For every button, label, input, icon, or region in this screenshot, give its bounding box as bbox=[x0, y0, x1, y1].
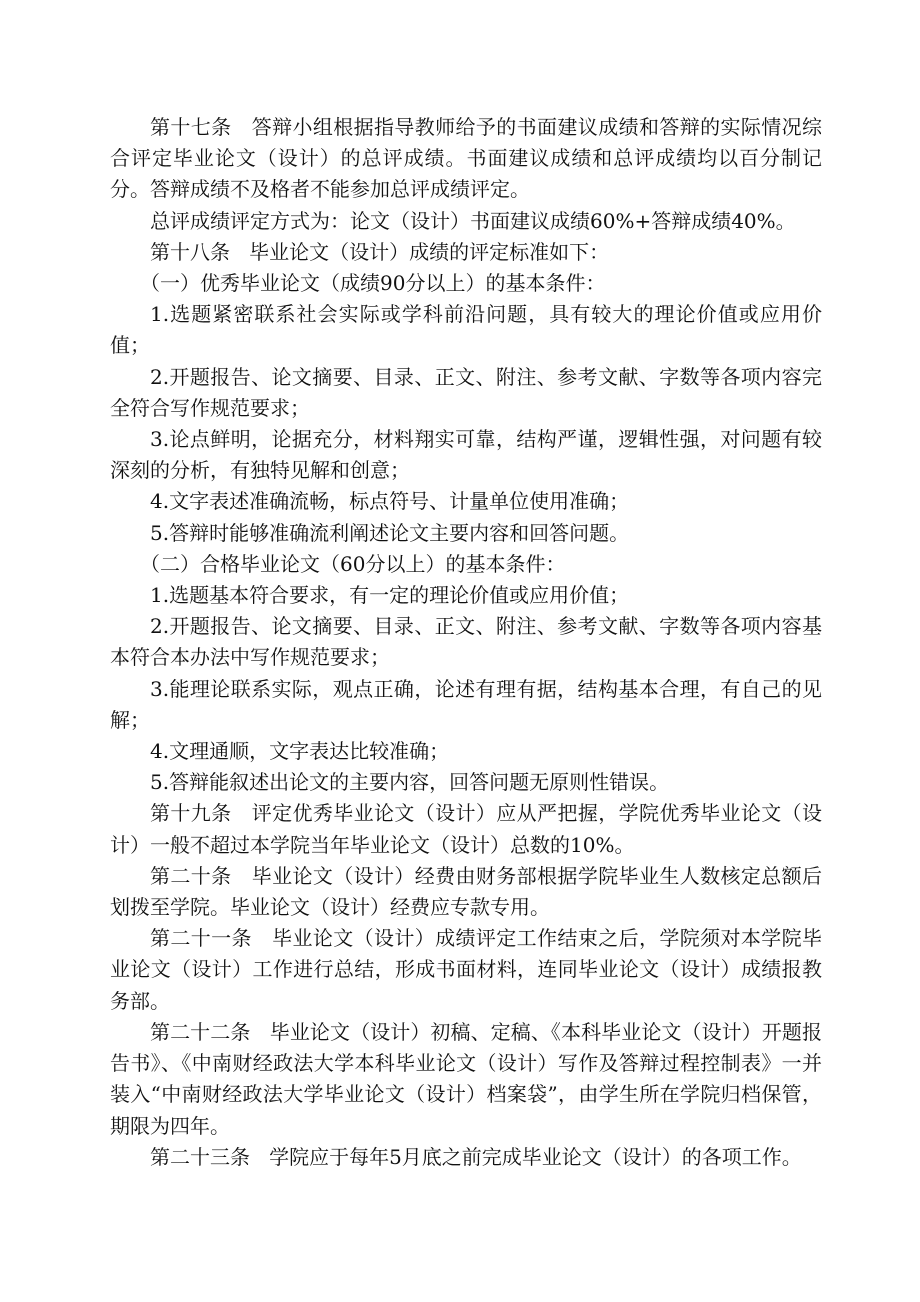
qualified-criterion-4: 4.文理通顺，文字表达比较准确； bbox=[150, 739, 450, 764]
excellent-criterion-3: 3.论点鲜明，论据充分，材料翔实可靠，结构严谨，逻辑性强，对问题有较深刻的分析，有独特见解和创意； bbox=[110, 427, 822, 483]
article-19-paragraph: 第十九条 评定优秀毕业论文（设计）应从严把握，学院优秀毕业论文（设计）一般不超过本学院当年毕业论文（设计）总数的10%。 bbox=[110, 801, 822, 857]
article-17-paragraph: 第十七条 答辩小组根据指导教师给予的书面建议成绩和答辩的实际情况综合评定毕业论文（设计）的总评成绩。书面建议成绩和总评成绩均以百分制记分。答辩成绩不及格者不能参加总评成绩评定。 bbox=[110, 115, 822, 202]
article-21-paragraph: 第二十一条 毕业论文（设计）成绩评定工作结束之后，学院须对本学院毕业论文（设计）工作进行总结，形成书面材料，连同毕业论文（设计）成绩报教务部。 bbox=[110, 926, 822, 1013]
qualified-thesis-heading: （二）合格毕业论文（60分以上）的基本条件： bbox=[140, 551, 566, 576]
excellent-criterion-5: 5.答辩时能够准确流利阐述论文主要内容和回答问题。 bbox=[150, 520, 630, 545]
excellent-criterion-4: 4.文字表述准确流畅，标点符号、计量单位使用准确； bbox=[150, 489, 630, 514]
qualified-criterion-1: 1.选题基本符合要求，有一定的理论价值或应用价值； bbox=[150, 583, 630, 608]
excellent-thesis-heading: （一）优秀毕业论文（成绩90分以上）的基本条件： bbox=[140, 271, 606, 296]
excellent-criterion-1: 1.选题紧密联系社会实际或学科前沿问题，具有较大的理论价值或应用价值； bbox=[110, 302, 822, 358]
score-formula-paragraph: 总评成绩评定方式为：论文（设计）书面建议成绩60%+答辩成绩40%。 bbox=[150, 208, 796, 233]
excellent-criterion-2: 2.开题报告、论文摘要、目录、正文、附注、参考文献、字数等各项内容完全符合写作规范要求； bbox=[110, 364, 822, 420]
article-22-paragraph: 第二十二条 毕业论文（设计）初稿、定稿、《本科毕业论文（设计）开题报告书》、《中南财经政法大学本科毕业论文（设计）写作及答辩过程控制表》一并装入“中南财经政法大学毕业论文（设计）档案袋”，由学生所在学院归档保管，期限为四年。 bbox=[110, 1019, 822, 1138]
article-20-paragraph: 第二十条 毕业论文（设计）经费由财务部根据学院毕业生人数核定总额后划拨至学院。毕业论文（设计）经费应专款专用。 bbox=[110, 863, 822, 920]
document-body bbox=[110, 112, 822, 1173]
qualified-criterion-2: 2.开题报告、论文摘要、目录、正文、附注、参考文献、字数等各项内容基本符合本办法中写作规范要求； bbox=[110, 614, 822, 670]
qualified-criterion-5: 5.答辩能叙述出论文的主要内容，回答问题无原则性错误。 bbox=[150, 770, 670, 795]
article-18-paragraph: 第十八条 毕业论文（设计）成绩的评定标准如下： bbox=[150, 239, 610, 264]
qualified-criterion-3: 3.能理论联系实际，观点正确，论述有理有据，结构基本合理，有自己的见解； bbox=[110, 676, 822, 732]
article-23-paragraph: 第二十三条 学院应于每年5月底之前完成毕业论文（设计）的各项工作。 bbox=[150, 1144, 802, 1169]
